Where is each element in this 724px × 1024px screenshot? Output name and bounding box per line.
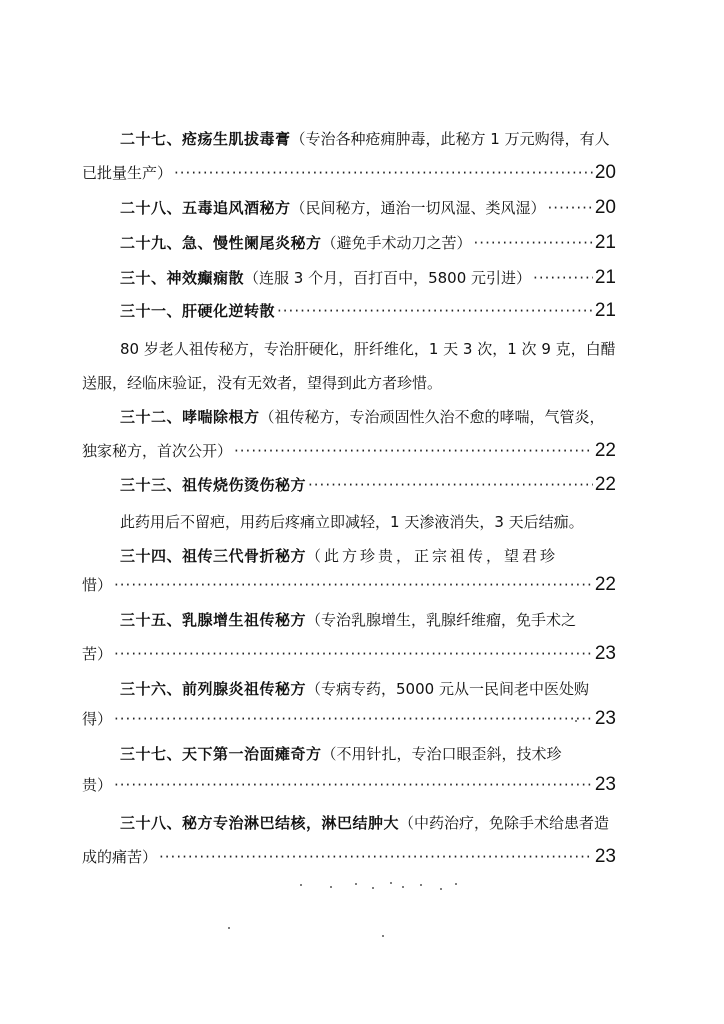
entry-description: （专治乳腺增生，乳腺纤维瘤，免手术之	[306, 611, 577, 629]
toc-entry-38-line1	[0, 812, 724, 834]
toc-entry-30	[0, 267, 616, 289]
entry-description-continued: 苦）	[82, 645, 113, 663]
toc-entry-37-line1	[0, 743, 724, 765]
leader-dots	[308, 474, 593, 496]
entry-title: 三十四、祖传三代骨折秘方	[120, 547, 307, 565]
leader-dots	[234, 440, 593, 462]
leader-dots	[114, 643, 593, 665]
toc-entry-34-line2	[0, 574, 616, 596]
leader-dots	[114, 774, 593, 796]
page-number: 23	[594, 643, 616, 664]
entry-title: 三十八、秘方专治淋巴结核，淋巴结肿大	[120, 814, 400, 832]
entry-description-continued: 独家秘方，首次公开）	[82, 442, 233, 460]
toc-entry-28	[0, 197, 616, 219]
page-number: 22	[594, 440, 616, 461]
toc-entry-34-line1	[0, 545, 724, 567]
entry-title: 二十九、急、慢性阑尾炎秘方	[120, 234, 322, 252]
toc-entry-27-line1	[0, 128, 724, 150]
entry-description: （此方珍贵，正宗祖传，望君珍	[306, 547, 559, 565]
entry-description: （民间秘方，通治一切风湿、类风湿）	[290, 199, 546, 217]
leader-dots	[114, 708, 593, 730]
leader-dots	[159, 846, 593, 868]
entry-title: 三十七、天下第一治面瘫奇方	[120, 745, 322, 763]
toc-entry-29	[0, 232, 616, 254]
entry-note: 此药用后不留疤，用药后疼痛立即减轻，1 天渗液消失，3 天后结痂。	[120, 513, 584, 531]
page-number: 23	[594, 708, 616, 729]
entry-title: 三十二、哮喘除根方	[120, 408, 260, 426]
leader-dots	[277, 300, 593, 322]
leader-dots	[174, 162, 593, 184]
entry-title: 二十七、疮疡生肌拔毒膏	[120, 130, 291, 148]
page-number: 22	[594, 574, 616, 595]
page-number: 21	[594, 232, 616, 253]
entry-description: （祖传秘方，专治顽固性久治不愈的哮喘，气管炎，	[259, 408, 605, 426]
page-number: 21	[594, 300, 616, 321]
toc-entry-31	[0, 300, 616, 322]
entry-description: （连服 3 个月，百打百中，5800 元引进）	[244, 269, 532, 287]
entry-description-continued: 贵）	[82, 776, 113, 794]
entry-note-continued: 送服，经临床验证，没有无效者，望得到此方者珍惜。	[82, 374, 443, 392]
entry-description: （不用针扎，专治口眼歪斜，技术珍	[321, 745, 562, 763]
entry-description-continued: 得）	[82, 710, 113, 728]
toc-entry-36-line2	[0, 708, 616, 730]
entry-title: 三十、神效癫痫散	[120, 269, 245, 287]
entry-description: （专病专药，5000 元从一民间老中医处购	[306, 680, 589, 698]
entry-description: （专治各种疮痈肿毒，此秘方 1 万元购得，有人	[290, 130, 610, 148]
toc-entry-36-line1	[0, 678, 724, 700]
entry-title: 三十五、乳腺增生祖传秘方	[120, 611, 307, 629]
leader-dots	[548, 197, 593, 219]
entry-title: 二十八、五毒追风酒秘方	[120, 199, 291, 217]
toc-entry-33	[0, 474, 616, 496]
page-number: 21	[594, 267, 616, 288]
page-number: 20	[594, 197, 616, 218]
toc-entry-35-line2	[0, 643, 616, 665]
leader-dots	[114, 574, 593, 596]
page-number: 23	[594, 774, 616, 795]
entry-description-continued: 惜）	[82, 576, 113, 594]
entry-description-continued: 成的痛苦）	[82, 848, 158, 866]
toc-entry-27-line2	[0, 162, 616, 184]
entry-title: 三十一、肝硬化逆转散	[120, 302, 276, 320]
page-number: 23	[594, 846, 616, 867]
entry-description: （中药治疗，免除手术给患者造	[399, 814, 610, 832]
toc-entry-37-line2	[0, 774, 616, 796]
toc-entry-32-line2	[0, 440, 616, 462]
entry-title: 三十三、祖传烧伤烫伤秘方	[120, 476, 307, 494]
entry-note: 80 岁老人祖传秘方，专治肝硬化，肝纤维化，1 天 3 次，1 次 9 克，白醋	[120, 340, 616, 358]
leader-dots	[533, 267, 593, 289]
toc-entry-38-line2	[0, 846, 616, 868]
entry-title: 三十六、前列腺炎祖传秘方	[120, 680, 307, 698]
toc-entry-32-line1	[0, 406, 724, 428]
entry-description: （避免手术动刀之苦）	[321, 234, 472, 252]
page-number: 22	[594, 474, 616, 495]
toc-entry-35-line1	[0, 609, 724, 631]
leader-dots	[474, 232, 593, 254]
entry-description-continued: 已批量生产）	[82, 164, 173, 182]
page-number: 20	[594, 162, 616, 183]
